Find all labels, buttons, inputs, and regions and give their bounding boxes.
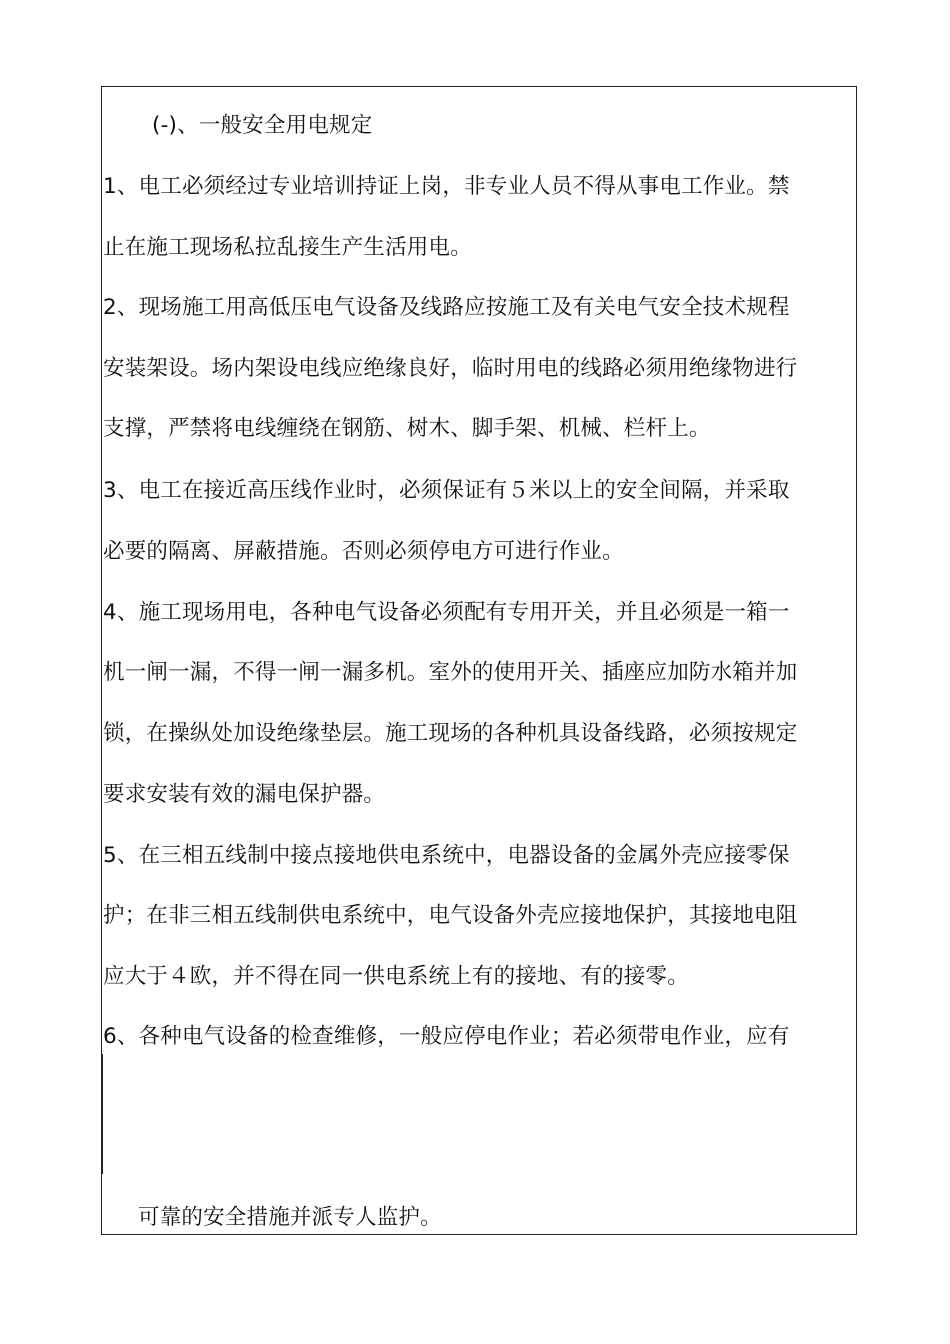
text-line: 安装架设。场内架设电线应绝缘良好，临时用电的线路必须用绝缘物进行	[103, 356, 798, 381]
text-line: 支撑，严禁将电线缠绕在钢筋、树木、脚手架、机械、栏杆上。	[103, 416, 711, 441]
text-line: 锁，在操纵处加设绝缘垫层。施工现场的各种机具设备线路，必须按规定	[103, 721, 798, 746]
left-rule-fragment	[101, 1054, 103, 1174]
text-line: 4、施工现场用电，各种电气设备必须配有专用开关，并且必须是一箱一	[103, 600, 790, 625]
text-line: 护；在非三相五线制供电系统中，电气设备外壳应接地保护，其接地电阻	[103, 903, 798, 928]
text-line: 止在施工现场私拉乱接生产生活用电。	[103, 235, 472, 260]
text-line: 要求安装有效的漏电保护器。	[103, 782, 386, 807]
text-line: 应大于４欧，并不得在同一供电系统上有的接地、有的接零。	[103, 964, 689, 989]
text-line: 6、各种电气设备的检查维修，一般应停电作业；若必须带电作业，应有	[103, 1024, 790, 1049]
text-line: 必要的隔离、屏蔽措施。否则必须停电方可进行作业。	[103, 539, 624, 564]
section-heading: (-)、一般安全用电规定	[152, 113, 373, 138]
text-line: 机一闸一漏，不得一闸一漏多机。室外的使用开关、插座应加防水箱并加	[103, 660, 798, 685]
text-line-last: 可靠的安全措施并派专人监护。	[138, 1205, 442, 1230]
text-line: 3、电工在接近高压线作业时，必须保证有５米以上的安全间隔，并采取	[103, 478, 790, 503]
text-line: 5、在三相五线制中接点接地供电系统中，电器设备的金属外壳应接零保	[103, 843, 790, 868]
text-line: 1、电工必须经过专业培训持证上岗，非专业人员不得从事电工作业。禁	[103, 174, 790, 199]
text-line: 2、现场施工用高低压电气设备及线路应按施工及有关电气安全技术规程	[103, 295, 790, 320]
